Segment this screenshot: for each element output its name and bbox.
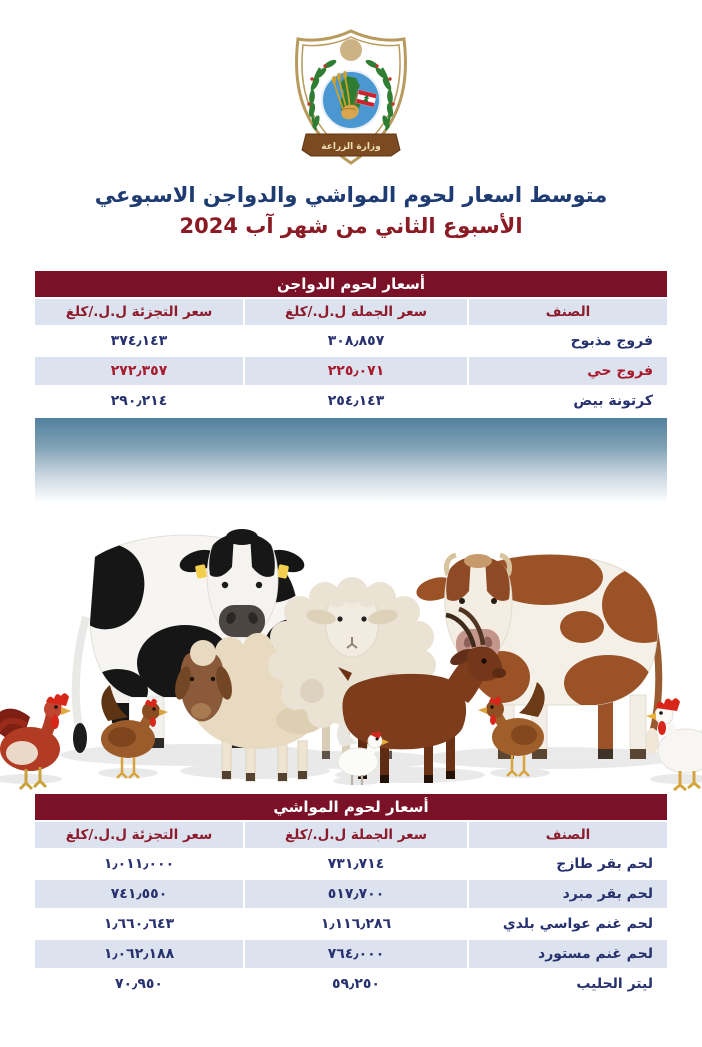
col-header-wholesale: سعر الجملة ل.ل./كلغ: [245, 299, 467, 325]
ministry-emblem-icon: [276, 26, 426, 168]
livestock-illustration: [0, 505, 702, 793]
col-header-wholesale: سعر الجملة ل.ل./كلغ: [245, 822, 467, 848]
table-row: [35, 910, 667, 938]
retail-price: ٢٩٠٫٢١٤: [110, 393, 168, 409]
table-row: [35, 880, 667, 908]
emblem-center-icon: [322, 71, 380, 129]
item-label: لحم غنم عواسي بلدي: [502, 916, 653, 932]
emblem-banner: [302, 134, 400, 156]
table-row: [35, 327, 667, 355]
title-block: [0, 180, 702, 242]
table-title-bar: أسعار لحوم الدواجن: [35, 271, 667, 297]
retail-price: ١٫٠٦٢٫١٨٨: [35, 940, 243, 968]
retail-price: ١٫٠١١٫٠٠٠: [103, 856, 175, 872]
item-label: لحم بقر طازج: [556, 856, 653, 872]
wholesale-price: ٣٠٨٫٨٥٧: [327, 333, 385, 349]
page-title: متوسط اسعار لحوم المواشي والدواجن الاسبوعي: [94, 183, 608, 207]
poultry-price-table: [35, 271, 667, 415]
wholesale-price: ٧٣١٫٧١٤: [327, 856, 385, 872]
wholesale-price: ٥٩٫٢٥٠: [332, 976, 380, 992]
table-header-row: [35, 299, 667, 325]
col-header-retail: سعر التجزئة ل.ل./كلغ: [35, 822, 243, 848]
wholesale-price: ٥١٧٫٧٠٠: [245, 880, 467, 908]
item-label: كرتونة بيض: [573, 393, 653, 409]
item-label: فروج مذبوح: [570, 333, 653, 349]
page: [0, 26, 702, 1047]
table-header-row: [35, 822, 667, 848]
table-row: [35, 387, 667, 415]
table-row: [35, 970, 667, 998]
item-label: فروج حي: [469, 357, 667, 385]
wholesale-price: ٢٢٥٫٠٧١: [245, 357, 467, 385]
col-header-item: الصنف: [469, 299, 667, 325]
page-subtitle: الأسبوع الثاني من شهر آب 2024: [179, 214, 523, 238]
retail-price: ٧٤١٫٥٥٠: [35, 880, 243, 908]
retail-price: ٣٧٤٫١٤٣: [110, 333, 168, 349]
retail-price: ٢٧٢٫٣٥٧: [35, 357, 243, 385]
col-header-retail: سعر التجزئة ل.ل./كلغ: [35, 299, 243, 325]
wholesale-price: ٢٥٤٫١٤٣: [327, 393, 385, 409]
emblem-banner-text: وزارة الزراعة: [321, 142, 381, 152]
col-header-item: الصنف: [469, 822, 667, 848]
table-row: [35, 940, 667, 968]
sky-gradient-band: [35, 418, 667, 505]
table-row: [35, 357, 667, 385]
item-label: لحم غنم مستورد: [469, 940, 667, 968]
item-label: لحم بقر مبرد: [469, 880, 667, 908]
table-row: [35, 850, 667, 878]
emblem-top-circle: [340, 39, 362, 61]
ministry-emblem-logo: [276, 26, 426, 168]
table-title-bar: أسعار لحوم المواشي: [35, 794, 667, 820]
item-label: ليتر الحليب: [576, 976, 653, 992]
retail-price: ٧٠٫٩٥٠: [115, 976, 163, 992]
retail-price: ١٫٦٦٠٫٦٤٣: [103, 916, 175, 932]
wholesale-price: ١٫١١٦٫٢٨٦: [320, 916, 392, 932]
livestock-price-table: [35, 794, 667, 998]
wholesale-price: ٧٦٤٫٠٠٠: [245, 940, 467, 968]
